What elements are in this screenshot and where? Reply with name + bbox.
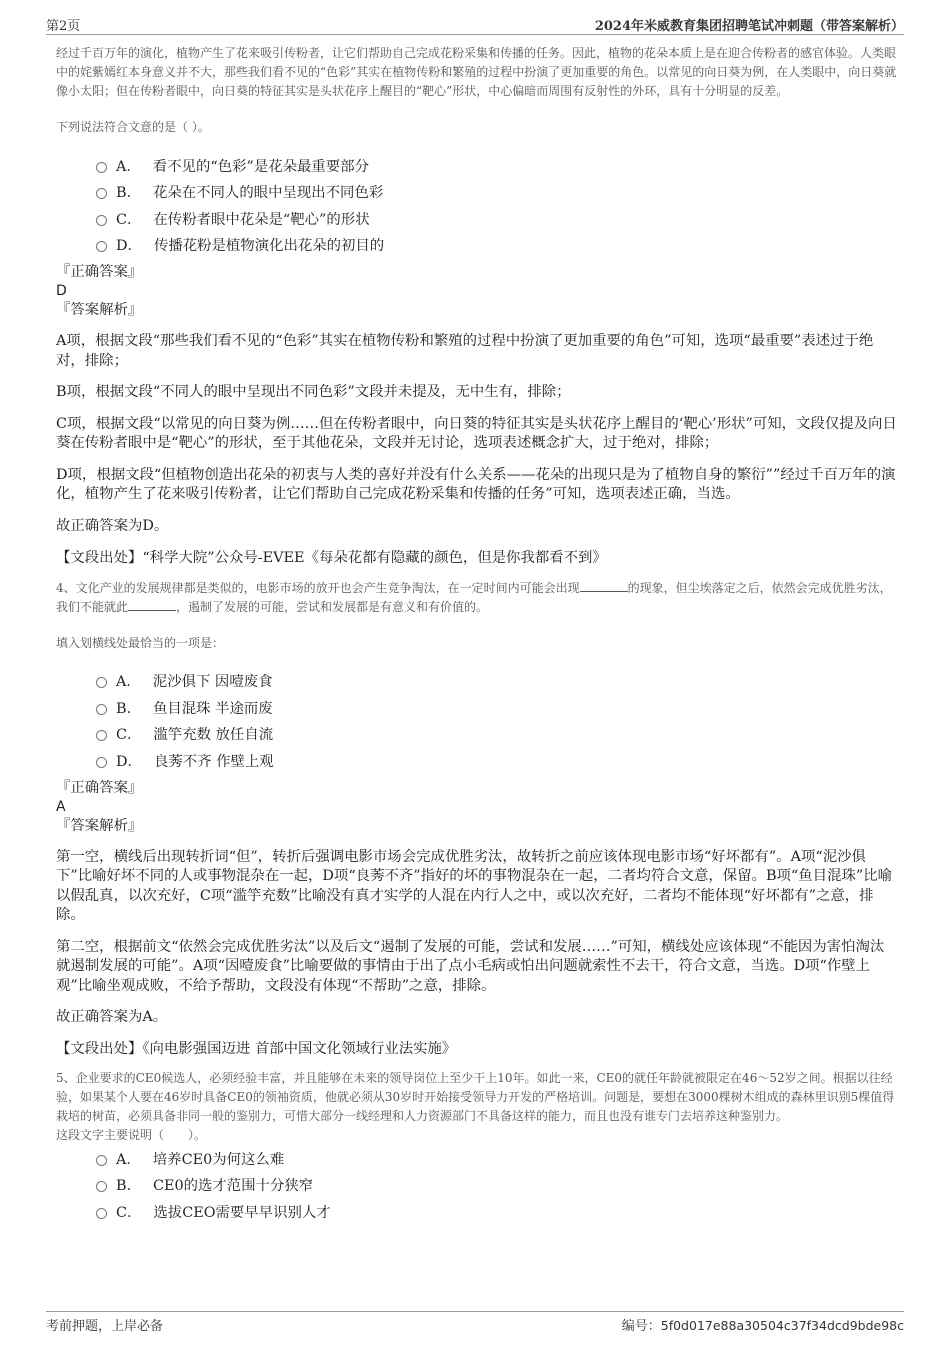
q4-analysis-blank-2: 第二空，根据前文“依然会完成优胜劣汰”以及后文“遏制了发展的可能，尝试和发展……”可知，横线处应该体现“不能因为害怕淘汰就遏制发展的可能”。A项“因噎废食”比喻要做的事情由于出了点小毛病或怕出问题就索性不去干，符合文意，当选。D项“作壁上观”比喻坐观成败，不给予帮助，文段没有体现“不帮助”之意，排除。 [56,938,885,994]
q3-option-d[interactable]: D． 传播花粉是植物演化出花朵的初目的 [96,232,898,259]
fill-blank-2 [128,598,176,611]
q3-analysis-b: B项，根据文段“不同人的眼中呈现出不同色彩”文段并未提及，无中生有，排除； [56,384,571,400]
q5-option-c[interactable]: C． 选拔CEO需要早早识别人才 [96,1198,898,1225]
q3-answer: D [56,283,67,299]
question-4 [56,579,898,1060]
q3-option-b[interactable]: B． 花朵在不同人的眼中呈现出不同色彩 [96,179,898,206]
q4-option-d[interactable]: D． 良莠不齐 作壁上观 [96,747,898,774]
document-title: 2024年米威教育集团招聘笔试冲刺题（带答案解析） [594,19,904,34]
q3-analysis-c: C项，根据文段“以常见的向日葵为例……但在传粉者眼中，向日葵的特征其实是头状花序上醒目的‘靶心’形状”可知，文段仅提及向日葵在传粉者眼中是“靶心”的形状，至于其他花朵，文段并无讨论，选项表述概念扩大，过于绝对，排除； [56,415,897,451]
q4-analysis-label: 『答案解析』 [56,817,143,834]
page-header [46,12,904,35]
q4-options [56,668,898,774]
q5-option-b[interactable]: B． CE0的选才范围十分狭窄 [96,1172,898,1199]
q4-answer-label: 『正确答案』 [56,779,143,796]
radio-icon[interactable] [96,730,107,741]
radio-icon[interactable] [96,188,107,199]
q5-stem: 5、企业要求的CE0候选人，必须经验丰富，并且能够在未来的领导岗位上至少干上10年。如此一来，CE0的就任年龄就被限定在46～52岁之间。根据以往经验，如果某个人要在46岁时具备CE0的领袖资质，他就必须从30岁时开始接受领导力开发的严格培训。问题是，要想在3000棵树木组成的森林里识别5棵值得栽培的树苗，必须具备非同一般的鉴别力，可惜大部分一线经理和人力资源部门不具备这样的能力，而且也没有谁专门去培养这种鉴别力。 [56,1071,895,1123]
q3-passage: 经过千百万年的演化，植物产生了花来吸引传粉者，让它们帮助自己完成花粉采集和传播的任务。因此，植物的花朵本质上是在迎合传粉者的感官体验。人类眼中的姹紫嫣红本身意义并不大，那些我们看不见的“色彩”其实在植物传粉和繁殖的过程中扮演了更加重要的角色。以常见的向日葵为例，在人类眼中，向日葵就像小太阳；但在传粉者眼中，向日葵的特征其实是头状花序上醒目的“靶心”形状，中心偏暗而周围有反射性的外环，具有十分明显的反差。 [56,46,897,98]
question-3 [56,44,898,569]
document-body [56,44,898,1225]
q3-answer-label: 『正确答案』 [56,264,143,280]
q4-source: 【文段出处】《向电影强国迈进 首部中国文化领域行业法实施》 [56,1040,457,1057]
q4-option-a[interactable]: A． 泥沙俱下 因噎废食 [96,668,898,695]
question-5 [56,1069,898,1225]
q4-answer: A [56,798,66,815]
q3-analysis-d: D项，根据文段“但植物创造出花朵的初衷与人类的喜好并没有什么关系——花朵的出现只是为了植物自身的繁衍””经过千百万年的演化，植物产生了花来吸引传粉者，让它们帮助自己完成花粉采集和传播的任务”可知，选项表述正确，当选。 [56,466,896,502]
q3-analysis-label: 『答案解析』 [56,302,143,318]
document-id: 编号：5f0d017e88a30504c37f34dcd9bde98c [621,1318,904,1334]
q3-source: 【文段出处】“科学大院”公众号-EVEE《每朵花都有隐藏的颜色，但是你我都看不到》 [56,550,607,566]
radio-icon[interactable] [96,1181,107,1192]
q3-conclusion: 故正确答案为D。 [56,517,169,534]
q3-options [56,152,898,258]
radio-icon[interactable] [96,1208,107,1219]
q5-question: 这段文字主要说明（ ）。 [56,1128,207,1142]
page-footer [46,1311,904,1338]
radio-icon[interactable] [96,241,107,252]
q4-question: 填入划横线处最恰当的一项是： [56,635,225,650]
radio-icon[interactable] [96,162,107,173]
radio-icon[interactable] [96,1155,107,1166]
fill-blank-1 [580,579,628,592]
q3-option-c[interactable]: C． 在传粉者眼中花朵是“靶心”的形状 [96,205,898,232]
q3-option-a[interactable]: A． 看不见的“色彩”是花朵最重要部分 [96,152,898,179]
radio-icon[interactable] [96,757,107,768]
q4-analysis-blank-1: 第一空，横线后出现转折词“但”，转折后强调电影市场会完成优胜劣汰，故转折之前应该体现电影市场“好坏都有”。A项“泥沙俱下”比喻好坏不同的人或事物混杂在一起，D项“良莠不齐”指好的坏的事物混杂在一起，二者均符合文意，保留。B项“鱼目混珠”比喻以假乱真，以次充好，C项“滥竽充数”比喻没有真才实学的人混在内行人之中，或以次充好，二者均不能体现“好坏都有”之意，排除。 [56,848,892,923]
q4-stem: 4、文化产业的发展规律都是类似的，电影市场的放开也会产生竞争淘汰，在一定时间内可能会出现 的现象，但尘埃落定之后，依然会完成优胜劣汰，我们不能就此 ，遏制了发展的可能，尝试和发展都是有意义和有价值的。 [56,580,892,614]
radio-icon[interactable] [96,677,107,688]
q4-conclusion: 故正确答案为A。 [56,1009,168,1025]
page-number: 第2页 [46,19,81,34]
footer-slogan: 考前押题，上岸必备 [46,1319,164,1334]
q3-question: 下列说法符合文意的是（ ）。 [56,120,210,134]
q5-options [56,1145,898,1225]
q5-option-a[interactable]: A． 培养CE0为何这么难 [96,1145,898,1172]
q4-option-b[interactable]: B． 鱼目混珠 半途而废 [96,694,898,721]
q3-analysis-a: A项，根据文段“那些我们看不见的“色彩”其实在植物传粉和繁殖的过程中扮演了更加重要的角色”可知，选项“最重要”表述过于绝对，排除； [56,333,874,369]
radio-icon[interactable] [96,215,107,226]
radio-icon[interactable] [96,704,107,715]
q4-option-c[interactable]: C． 滥竽充数 放任自流 [96,721,898,748]
